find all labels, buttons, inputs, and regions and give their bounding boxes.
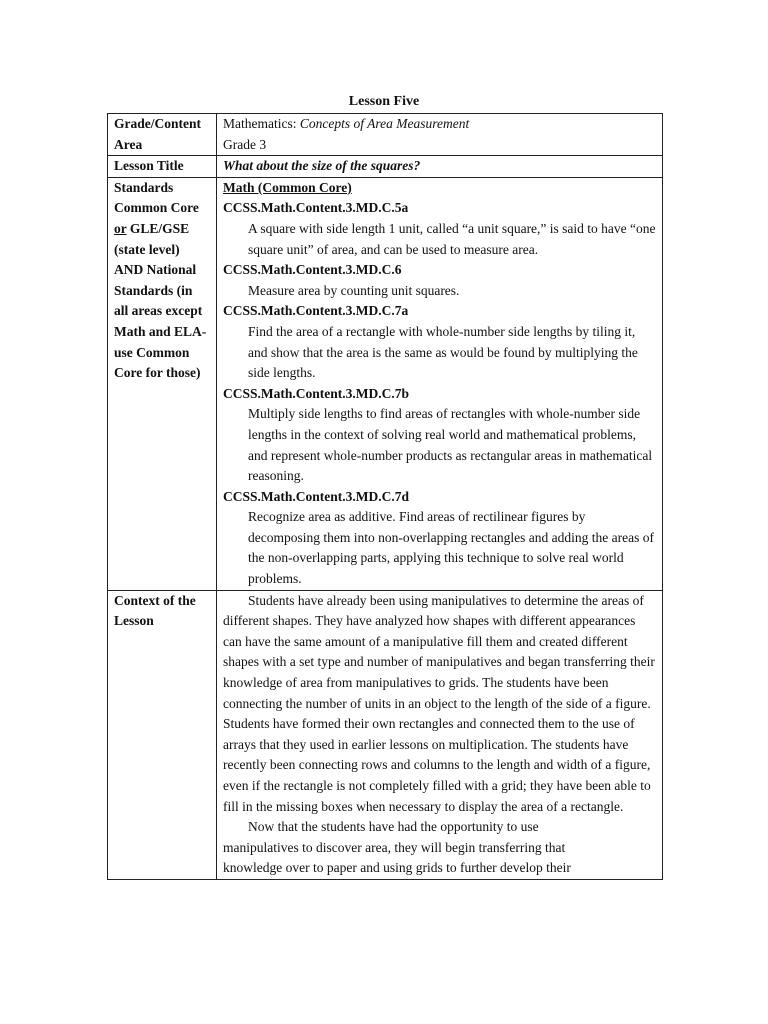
subject-text: Mathematics: (223, 116, 297, 131)
context-label: Context of the Lesson (108, 590, 217, 879)
page-title: Lesson Five (348, 94, 420, 109)
standards-content (217, 177, 663, 590)
standards-row (108, 177, 663, 590)
context-paragraph-line: manipulatives to discover area, they will begin transferring that (223, 839, 566, 855)
standards-heading: Math (Common Core) (223, 179, 352, 195)
standard-code: CCSS.Math.Content.3.MD.C.7b (223, 385, 410, 401)
standards-label-pre: Standards Common Core (114, 179, 199, 216)
context-row (108, 590, 663, 879)
lesson-title-value: What about the size of the squares? (217, 156, 663, 178)
standard-text: Measure area by counting unit squares. (248, 282, 460, 298)
context-paragraph-line: knowledge over to paper and using grids to further develop their (223, 860, 571, 876)
grade-content (217, 114, 663, 156)
standards-label-or: or (114, 220, 127, 236)
standard-text: A square with side length 1 unit, called “a unit square,” is said to have “one square unit” of area, and can be used to measure area. (248, 220, 656, 257)
grade-label: Grade/Content Area (108, 114, 217, 156)
lesson-title-row (108, 156, 663, 178)
standards-label-post: GLE/GSE (state level) AND National Standards (in all areas except Math and ELA-use Common Core for those) (114, 220, 207, 381)
context-paragraph: Students have already been using manipulatives to determine the areas of different shapes. They have analyzed how shapes with different appearances can have the same amount of a manipulative fill them and created different shapes with a set type and number of manipulatives and began transferring their knowledge of area from manipulatives to grids. The students have been connecting the number of units in an object to the length of the side of a figure. Students have formed their own rectangles and connected them to the use of arrays that they used in earlier lessons on multiplication. The students have recently been connecting rows and columns to the length and width of a figure, even if the rectangle is not completely filled with a grid; they have been able to fill in the missing boxes when necessary to display the area of a rectangle. (223, 592, 655, 814)
standard-code: CCSS.Math.Content.3.MD.C.7a (223, 303, 409, 319)
standard-code: CCSS.Math.Content.3.MD.C.6 (223, 262, 402, 278)
standard-code: CCSS.Math.Content.3.MD.C.5a (223, 200, 409, 216)
grade-value: Grade 3 (223, 136, 267, 152)
standard-code: CCSS.Math.Content.3.MD.C.7d (223, 488, 410, 504)
subject-line (223, 114, 656, 135)
standard-text: Recognize area as additive. Find areas of rectilinear figures by decomposing them into non-overlapping rectangles and adding the areas of the non-overlapping parts, applying this technique to solve real world problems. (248, 509, 655, 587)
standard-text: Find the area of a rectangle with whole-number side lengths by tiling it, and show that the area is the same as would be found by multiplying the side lengths. (248, 323, 638, 381)
grade-row (108, 114, 663, 156)
context-content (217, 590, 663, 879)
lesson-table (107, 113, 663, 880)
lesson-title-label: Lesson Title (108, 156, 217, 178)
standard-text: Multiply side lengths to find areas of rectangles with whole-number side lengths in the context of solving real world and mathematical problems, and represent whole-number products as rectangular areas in mathematical reasoning. (248, 406, 653, 484)
context-paragraph-line: Now that the students have had the opportunity to use (248, 819, 539, 835)
standards-label (108, 177, 217, 590)
subject-focus: Concepts of Area Measurement (299, 116, 470, 131)
